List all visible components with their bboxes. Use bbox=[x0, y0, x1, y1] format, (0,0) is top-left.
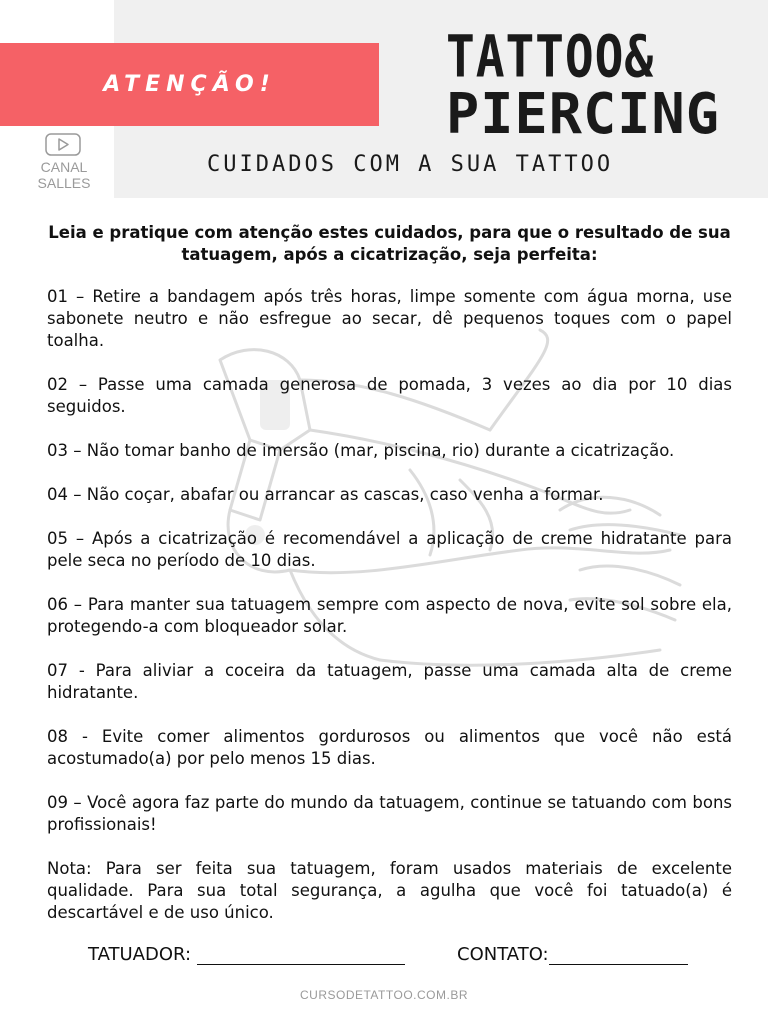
care-instructions bbox=[47, 222, 732, 946]
play-button-icon bbox=[45, 133, 81, 156]
instruction-item: 06 – Para manter sua tatuagem sempre com aspecto de nova, evite sol sobre ela, protegendo-a com bloqueador solar. bbox=[47, 595, 732, 636]
channel-name-line1: CANAL bbox=[40, 159, 88, 175]
contato-blank-line[interactable] bbox=[549, 944, 688, 965]
instruction-item: 04 – Não coçar, abafar ou arrancar as cascas, caso venha a formar. bbox=[47, 485, 604, 504]
note-text: Nota: Para ser feita sua tatuagem, foram usados materiais de excelente qualidade. Para sua total segurança, a agulha que você foi tatuado(a) é descartável e de uso único. bbox=[47, 859, 732, 922]
instruction-item: 07 - Para aliviar a coceira da tatuagem, passe uma camada alta de creme hidratante. bbox=[47, 661, 732, 702]
contato-label: CONTATO: bbox=[457, 944, 549, 965]
instruction-item: 09 – Você agora faz parte do mundo da tatuagem, continue se tatuando com bons profissionais! bbox=[47, 793, 732, 834]
instruction-item: 05 – Após a cicatrização é recomendável a aplicação de creme hidratante para pele seca no período de 10 dias. bbox=[47, 529, 732, 570]
tatuador-blank-line[interactable] bbox=[197, 944, 405, 965]
intro-text: Leia e pratique com atenção estes cuidados, para que o resultado de sua tatuagem, após a cicatrização, seja perfeita: bbox=[48, 223, 731, 264]
page-subtitle: CUIDADOS COM A SUA TATTOO bbox=[207, 152, 614, 177]
contato-field bbox=[457, 944, 688, 965]
tatuador-field bbox=[88, 944, 405, 965]
instruction-item: 03 – Não tomar banho de imersão (mar, piscina, rio) durante a cicatrização. bbox=[47, 441, 675, 460]
channel-name-line2: SALLES bbox=[37, 175, 91, 191]
brand-title-line2: PIERCING bbox=[446, 82, 720, 147]
instruction-item: 01 – Retire a bandagem após três horas, limpe somente com água morna, use sabonete neutro e não esfregue ao secar, dê pequenos toques com o papel toalha. bbox=[47, 287, 732, 350]
tatuador-label: TATUADOR: bbox=[88, 944, 192, 965]
instruction-item: 02 – Passe uma camada generosa de pomada, 3 vezes ao dia por 10 dias seguidos. bbox=[47, 375, 732, 416]
attention-banner-text: ATENÇÃO! bbox=[103, 72, 276, 97]
brand-title-line1: TATTOO& bbox=[446, 24, 655, 92]
footer-website: CURSODETATTOO.COM.BR bbox=[299, 988, 468, 1002]
instruction-item: 08 - Evite comer alimentos gordurosos ou alimentos que você não está acostumado(a) por pelo menos 15 dias. bbox=[47, 727, 732, 768]
